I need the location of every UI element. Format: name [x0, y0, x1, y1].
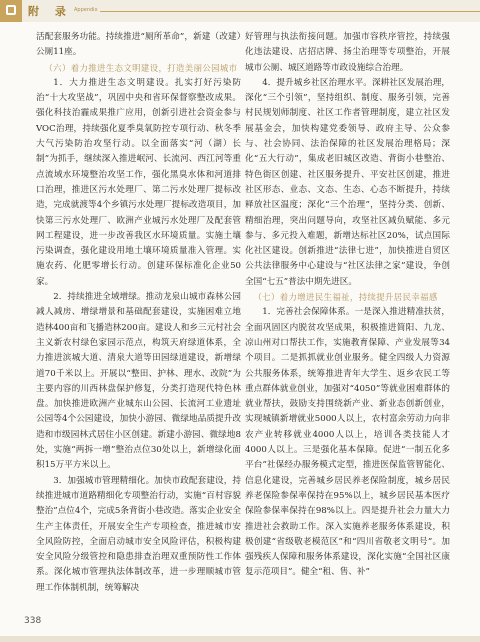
- header-rule: [100, 11, 480, 12]
- book-icon: [0, 0, 22, 22]
- page-header: [0, 0, 480, 24]
- header-title: 附 录: [28, 5, 72, 18]
- header-subtitle: Appendix: [74, 7, 98, 13]
- footer-bar: [0, 636, 480, 642]
- section-heading: （六）着力推进生态文明建设，打造美丽公园城市: [44, 62, 238, 73]
- paragraph: 好管理与执法衔接问题。加强市容秩序管控，持续强化违法建设、店招店牌、扬尘治理等专项整治，开展城市公厕、城区道路等市政设施综合治理。: [245, 32, 450, 73]
- left-column: [36, 30, 241, 596]
- paragraph: 3．加强城市管理精细化。加快市政配套建设，持续推进城市道路精细化专项整治行动，实施“百村容貌整治”点位4个，完成5条背街小巷改造。落实企业安全生产主体责任，开展安全生产专项检查，推进城市安全风险防控，全面启动城市安全风险评估，积极构建安全风险分级管控和隐患排查治理双重预防性工作体系。深化城市管理执法体制改革，进一步理顺城市管理工作体制机制，统筹解决: [36, 475, 241, 593]
- paragraph: 4．提升城乡社区治理水平。深耕社区发展治理，深化“三个引领”，坚持组织、制度、服务引领，完善村民规划师制度、社区工作者管理制度，建立社区发展基金会，加快构建党委领导、政府主导、公众参与、社会协同、法治保障的社区发展治理格局；深化“五大行动”，集成老旧城区改造、背街小巷整治、特色街区创建、社区服务提升、平安社区创建，推进社区形态、业态、文态、生态、心态不断提升，持续释放社区温度；深化“三个治理”，坚持分类、创新、精细治理，突出问题导向，攻坚社区减负赋能、多元参与、多元投入难题，新增达标社区20%，试点国际化社区建设。创新推进“法律七进”，加快推进自贸区公共法律服务中心建设与“社区法律之家”建设，争创全国“七五”普法中期先进区。: [245, 77, 450, 287]
- page-footer: [0, 614, 480, 642]
- paragraph: 活配套服务功能。持续推进“厕所革命”，新建（改建）公厕11座。: [36, 32, 241, 58]
- paragraph: 2．持续推进全域增绿。推动龙泉山城市森林公园减人减房、增绿增景和基础配套建设，实施困难立地造林400亩和飞播造林200亩。建设人和乡三元村社会主义新农村绿色家园示范点，构筑天府绿道体系，全力推进滨城大道、清泉大道等田园绿道建设，新增绿道70千米以上。开展以“整田、护林、理水、改院”为主要内容的川西林盘保护修复，分类打造现代特色林盘。加快推进欧洲产业城东山公园、长流河工业遗址公园等4个公园建设，加快小游园、微绿地品质提升改造和市级园林式居住小区创建。新建小游园、微绿地8处，实施“两拆一增”整治点位30处以上，新增绿化面积15万平方米以上。: [36, 292, 241, 471]
- paragraph: 1．大力推进生态文明建设。扎实打好污染防治“十大攻坚战”，巩固中央和省环保督察整改成果。强化科技治霾成果推广应用，创新引进社会资金参与VOC治理，持续强化夏季臭氧防控专项行动、秋冬季大气污染防治攻坚行动。以全面落实“河（湖）长制”为抓手，继续深入推进岷河、长流河、西江河等重点流域水环境整治攻坚工作，强化黑臭水体和河道排口治理，推进区污水处理厂、第二污水处理厂提标改造，完成就渡等4个乡镇污水处理厂提标改造项目，加快第三污水处理厂、欧洲产业城污水处理厂及配套管网工程建设，进一步改善我区水环境质量。实施土壤污染调查，强化建设用地土壤环境质量准入管理。实施农药、化肥零增长行动。创建环保标准化企业50家。: [36, 77, 241, 287]
- right-column: [245, 30, 450, 581]
- page-number: 338: [24, 616, 42, 626]
- section-heading: （七）着力增进民生福祉，持续提升居民幸福感: [253, 292, 438, 303]
- paragraph: 1．完善社会保障体系。一是深入推进精准扶贫，全面巩固区内脱贫攻坚成果，积极推进简阳、九龙、凉山州对口帮扶工作，实施教育保障、产业发展等34个项目。二是抓抓就业创业服务。健全四级人力资源公共服务体系，统筹推进青年大学生、返乡农民工等重点群体就业创业，加强对“4050”等就业困难群体的就业帮扶，鼓励支持围绕新产业、新业态创新创业，实现城镇新增就业5000人以上，农村富余劳动力向非农产业转移就业4000人以上，培训各类技能人才4000人以上。三是强化基本保障。促进“一制五化多平台”社保经办服务模式定型，推进医保监管智能化、信息化建设，完善城乡居民养老保险制度，城乡居民养老保险参保率保持在95%以上，城乡居民基本医疗保险参保率保持在98%以上。四是提升社会力量大力推进社会救助工作。深入实施养老服务体系建设，积极创建“省级敬老模范区”和“四川省敬老文明号”。加强残疾人保障和服务体系建设，深化实施“全国社区康复示范项目”。健全“租、售、补”: [245, 307, 450, 578]
